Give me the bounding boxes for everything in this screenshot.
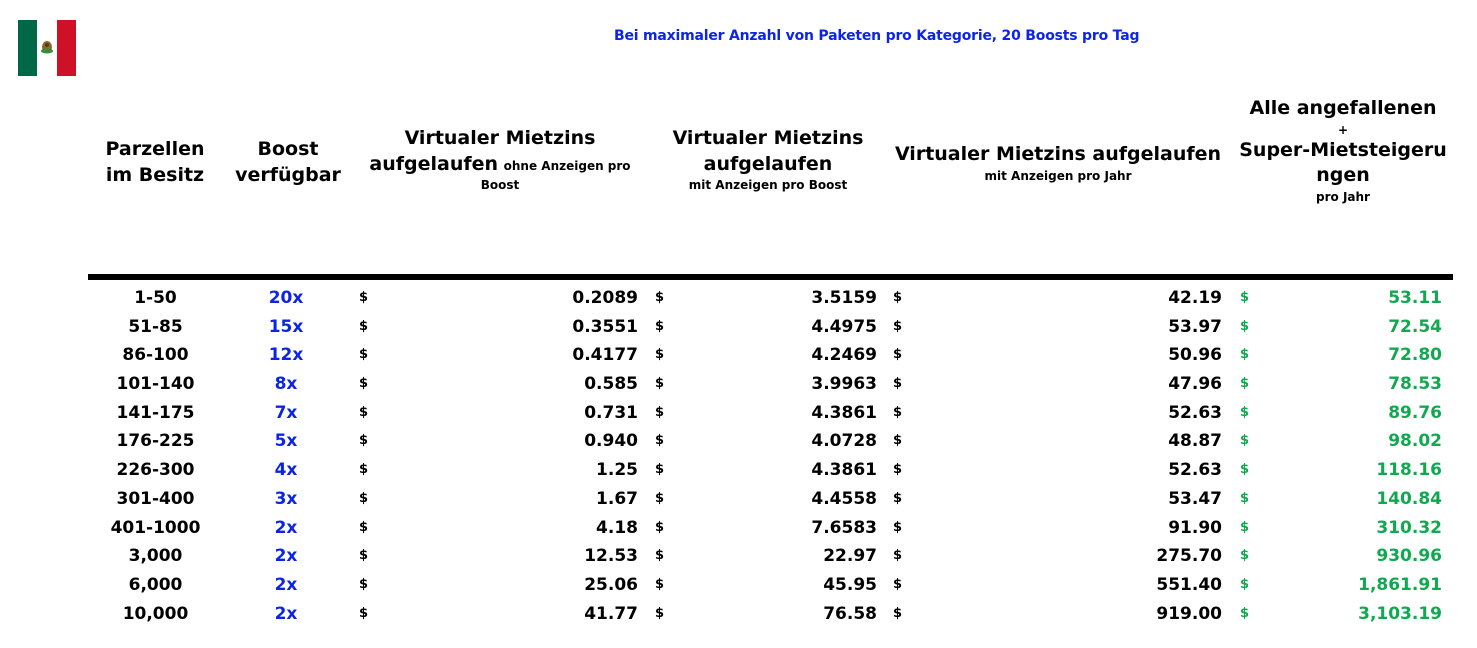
currency-symbol: $ (893, 605, 903, 621)
cell-boost: 2x (274, 603, 298, 624)
mexico-flag-icon (18, 20, 76, 76)
table-row (88, 313, 1453, 342)
cell-mit-anzeigen-jahr: 919.00 (1156, 603, 1222, 624)
cell-boost: 2x (274, 574, 298, 595)
cell-alle-angefallenen: 930.96 (1376, 546, 1442, 567)
header-mit-boost-sub: mit Anzeigen pro Boost (688, 178, 848, 193)
flag-red-stripe (57, 20, 76, 76)
header-ohne-line1: Virtualer Mietzins (404, 127, 596, 149)
header-parzellen (95, 137, 215, 188)
currency-symbol: $ (359, 576, 369, 592)
cell-ohne-anzeigen: 0.4177 (572, 345, 638, 366)
currency-symbol: $ (359, 347, 369, 363)
header-alle-line3: ngen (1316, 164, 1370, 187)
currency-symbol: $ (655, 576, 665, 592)
cell-mit-anzeigen-jahr: 53.97 (1168, 316, 1222, 337)
header-parzellen-label: Parzellen im Besitz (105, 138, 205, 186)
currency-symbol: $ (1240, 433, 1250, 449)
data-table (88, 284, 1453, 628)
currency-symbol: $ (1240, 347, 1250, 363)
cell-ohne-anzeigen: 1.25 (596, 460, 638, 481)
cell-ohne-anzeigen: 0.585 (584, 374, 638, 395)
currency-symbol: $ (359, 318, 369, 334)
header-boost (226, 137, 350, 188)
header-mit-jahr-sub: mit Anzeigen pro Jahr (984, 168, 1132, 183)
cell-mit-anzeigen-boost: 3.9963 (811, 374, 877, 395)
cell-mit-anzeigen-jahr: 52.63 (1168, 460, 1222, 481)
cell-mit-anzeigen-jahr: 50.96 (1168, 345, 1222, 366)
cell-ohne-anzeigen: 12.53 (584, 546, 638, 567)
cell-alle-angefallenen: 98.02 (1388, 431, 1442, 452)
currency-symbol: $ (655, 548, 665, 564)
cell-ohne-anzeigen: 0.731 (584, 402, 638, 423)
currency-symbol: $ (893, 490, 903, 506)
currency-symbol: $ (359, 290, 369, 305)
currency-symbol: $ (359, 462, 369, 478)
currency-symbol: $ (359, 490, 369, 506)
table-row (88, 284, 1453, 313)
table-row (88, 427, 1453, 456)
cell-boost: 4x (274, 460, 298, 481)
cell-mit-anzeigen-jahr: 551.40 (1156, 574, 1222, 595)
currency-symbol: $ (893, 576, 903, 592)
cell-parzellen: 51-85 (128, 316, 183, 337)
cell-mit-anzeigen-jahr: 48.87 (1168, 431, 1222, 452)
currency-symbol: $ (1240, 376, 1250, 392)
cell-boost: 15x (268, 316, 304, 337)
cell-mit-anzeigen-boost: 4.3861 (811, 460, 877, 481)
header-ohne-line2 (354, 152, 646, 178)
table-row (88, 485, 1453, 514)
cell-mit-anzeigen-jahr: 53.47 (1168, 488, 1222, 509)
table-row (88, 542, 1453, 571)
currency-symbol: $ (1240, 404, 1250, 420)
cell-mit-anzeigen-boost: 22.97 (823, 546, 877, 567)
flag-green-stripe (18, 20, 37, 76)
cell-mit-anzeigen-jahr: 42.19 (1168, 288, 1222, 308)
header-alle-sub: pro Jahr (1316, 190, 1370, 205)
cell-mit-anzeigen-boost: 3.5159 (811, 288, 877, 308)
currency-symbol: $ (655, 376, 665, 392)
cell-parzellen: 176-225 (116, 431, 195, 452)
currency-symbol: $ (893, 376, 903, 392)
cell-parzellen: 226-300 (116, 460, 195, 481)
currency-symbol: $ (1240, 605, 1250, 621)
header-ohne-main2: aufgelaufen (369, 152, 499, 175)
currency-symbol: $ (655, 318, 665, 334)
header-alle-line1: Alle angefallenen (1249, 97, 1437, 119)
currency-symbol: $ (359, 519, 369, 535)
cell-mit-anzeigen-boost: 76.58 (823, 603, 877, 624)
currency-symbol: $ (893, 347, 903, 363)
currency-symbol: $ (1240, 519, 1250, 535)
cell-mit-anzeigen-boost: 45.95 (823, 574, 877, 595)
cell-ohne-anzeigen: 1.67 (596, 488, 638, 509)
cell-mit-anzeigen-jahr: 52.63 (1168, 402, 1222, 423)
header-ohne-anzeigen (354, 126, 646, 193)
table-row (88, 399, 1453, 428)
cell-ohne-anzeigen: 0.940 (584, 431, 638, 452)
cell-alle-angefallenen: 53.11 (1388, 288, 1442, 308)
currency-symbol: $ (893, 318, 903, 334)
cell-boost: 2x (274, 517, 298, 538)
currency-symbol: $ (655, 490, 665, 506)
cell-parzellen: 141-175 (116, 402, 195, 423)
currency-symbol: $ (893, 548, 903, 564)
cell-alle-angefallenen: 89.76 (1388, 402, 1442, 423)
cell-boost: 3x (274, 488, 298, 509)
currency-symbol: $ (893, 404, 903, 420)
header-mit-boost-label: Virtualer Mietzins aufgelaufen (672, 127, 864, 175)
currency-symbol: $ (655, 347, 665, 363)
coat-of-arms-icon (40, 39, 54, 55)
currency-symbol: $ (893, 433, 903, 449)
currency-symbol: $ (359, 376, 369, 392)
cell-parzellen: 101-140 (116, 374, 195, 395)
cell-ohne-anzeigen: 0.2089 (572, 288, 638, 308)
cell-mit-anzeigen-jahr: 47.96 (1168, 374, 1222, 395)
table-row (88, 571, 1453, 600)
cell-alle-angefallenen: 72.80 (1388, 345, 1442, 366)
currency-symbol: $ (655, 519, 665, 535)
currency-symbol: $ (655, 433, 665, 449)
cell-ohne-anzeigen: 4.18 (596, 517, 638, 538)
table-row (88, 600, 1453, 629)
currency-symbol: $ (359, 548, 369, 564)
cell-alle-angefallenen: 78.53 (1388, 374, 1442, 395)
header-ohne-inline-sub: ohne Anzeigen pro (503, 158, 631, 173)
currency-symbol: $ (1240, 576, 1250, 592)
cell-parzellen: 401-1000 (110, 517, 201, 538)
cell-mit-anzeigen-boost: 7.6583 (811, 517, 877, 538)
currency-symbol: $ (893, 290, 903, 305)
currency-symbol: $ (1240, 290, 1250, 305)
cell-alle-angefallenen: 1,861.91 (1358, 574, 1442, 595)
cell-mit-anzeigen-boost: 4.0728 (811, 431, 877, 452)
cell-alle-angefallenen: 310.32 (1376, 517, 1442, 538)
table-row (88, 514, 1453, 543)
cell-mit-anzeigen-boost: 4.4558 (811, 488, 877, 509)
currency-symbol: $ (893, 462, 903, 478)
cell-alle-angefallenen: 140.84 (1376, 488, 1442, 509)
cell-boost: 8x (274, 374, 298, 395)
cell-boost: 12x (268, 345, 304, 366)
header-mit-anzeigen-jahr (886, 142, 1230, 184)
cell-parzellen: 10,000 (122, 603, 189, 624)
cell-mit-anzeigen-jahr: 275.70 (1156, 546, 1222, 567)
header-divider (88, 274, 1453, 280)
header-boost-label: Boost verfügbar (235, 138, 341, 186)
cell-boost: 20x (268, 288, 304, 308)
table-row (88, 370, 1453, 399)
currency-symbol: $ (1240, 318, 1250, 334)
table-row (88, 341, 1453, 370)
currency-symbol: $ (655, 290, 665, 305)
header-alle-plus: + (1337, 122, 1349, 137)
cell-parzellen: 6,000 (128, 574, 183, 595)
currency-symbol: $ (359, 433, 369, 449)
flag-white-stripe (37, 20, 56, 76)
cell-parzellen: 86-100 (122, 345, 189, 366)
header-mit-anzeigen-boost (654, 126, 882, 193)
currency-symbol: $ (655, 462, 665, 478)
table-row (88, 456, 1453, 485)
cell-alle-angefallenen: 72.54 (1388, 316, 1442, 337)
header-alle-line2: Super-Mietsteigeru (1239, 138, 1447, 161)
cell-boost: 5x (274, 431, 298, 452)
cell-mit-anzeigen-boost: 4.2469 (811, 345, 877, 366)
currency-symbol: $ (655, 404, 665, 420)
cell-alle-angefallenen: 118.16 (1376, 460, 1442, 481)
currency-symbol: $ (893, 519, 903, 535)
cell-mit-anzeigen-boost: 4.3861 (811, 402, 877, 423)
currency-symbol: $ (359, 605, 369, 621)
header-alle-angefallenen (1233, 96, 1453, 205)
cell-parzellen: 301-400 (116, 488, 195, 509)
cell-boost: 7x (274, 402, 298, 423)
cell-alle-angefallenen: 3,103.19 (1358, 603, 1442, 624)
cell-ohne-anzeigen: 41.77 (584, 603, 638, 624)
cell-ohne-anzeigen: 0.3551 (572, 316, 638, 337)
cell-boost: 2x (274, 546, 298, 567)
cell-parzellen: 1-50 (134, 288, 177, 308)
page-subtitle: Bei maximaler Anzahl von Paketen pro Kategorie, 20 Boosts pro Tag (614, 28, 1140, 44)
currency-symbol: $ (1240, 548, 1250, 564)
cell-mit-anzeigen-boost: 4.4975 (811, 316, 877, 337)
cell-ohne-anzeigen: 25.06 (584, 574, 638, 595)
currency-symbol: $ (655, 605, 665, 621)
header-ohne-sub: Boost (480, 178, 520, 193)
cell-mit-anzeigen-jahr: 91.90 (1168, 517, 1222, 538)
currency-symbol: $ (1240, 462, 1250, 478)
header-mit-jahr-label: Virtualer Mietzins aufgelaufen (894, 143, 1222, 165)
cell-parzellen: 3,000 (128, 546, 183, 567)
currency-symbol: $ (359, 404, 369, 420)
currency-symbol: $ (1240, 490, 1250, 506)
